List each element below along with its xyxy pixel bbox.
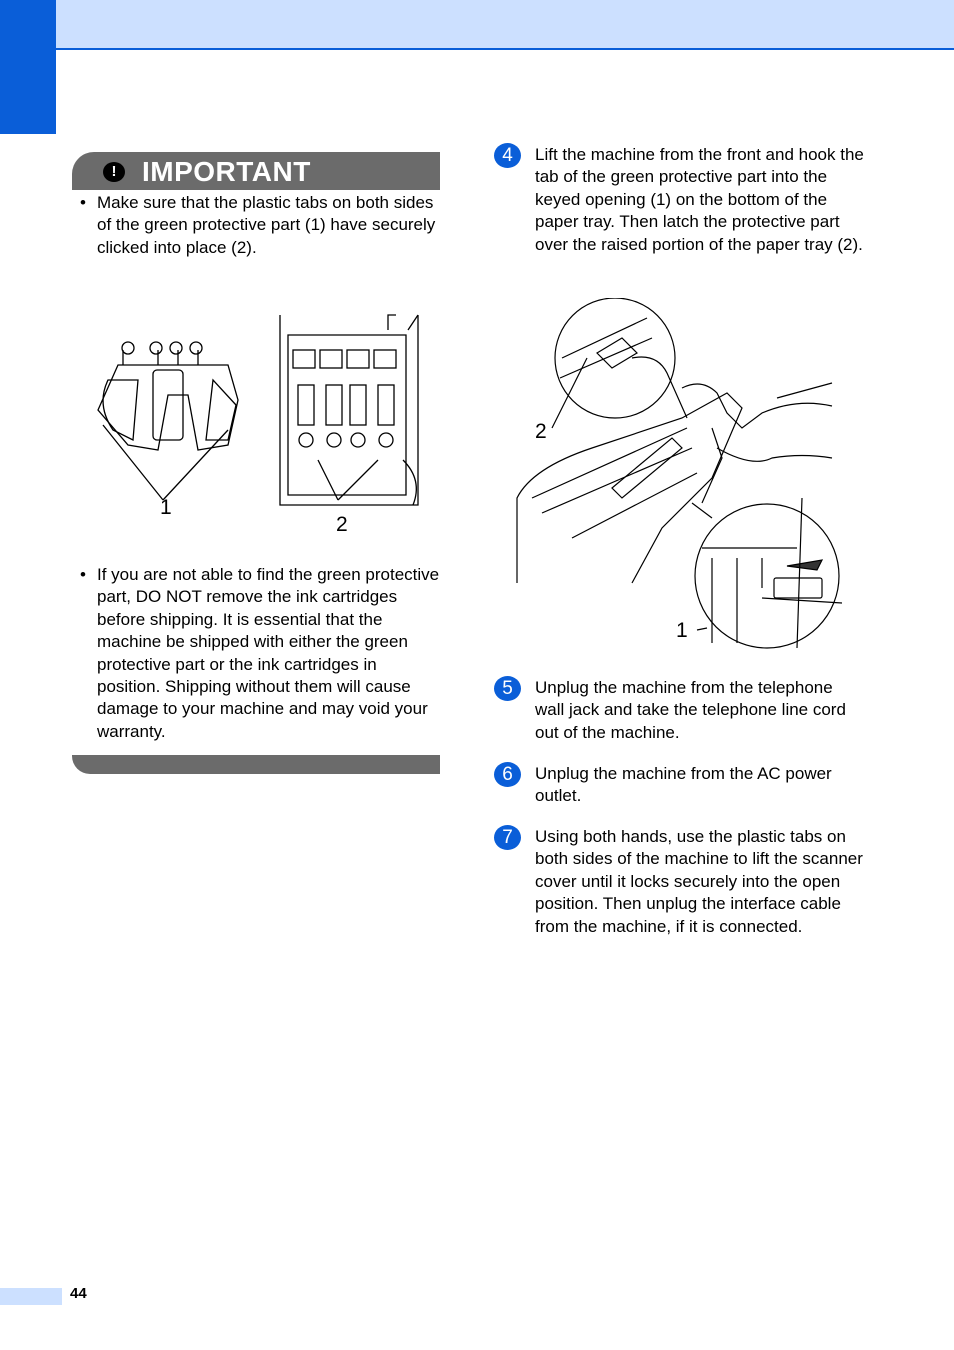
figure2-callout-1: 1 <box>676 619 688 642</box>
important-bullet-2 <box>80 564 442 743</box>
exclamation-icon: ! <box>103 162 125 182</box>
page-number: 44 <box>70 1285 87 1302</box>
header-band <box>56 0 954 50</box>
bullet-dot: • <box>80 565 86 584</box>
important-header <box>72 152 440 190</box>
figure2-callout-2: 2 <box>535 420 547 443</box>
step-text: Lift the machine from the front and hook the tab of the green protective part into the keyed opening (1) on the bottom of the paper tray. Then latch the protective part over the raised portion of the paper tray (2). <box>535 145 864 254</box>
page-number-tab <box>0 1288 62 1305</box>
step-7 <box>494 826 864 938</box>
figure1-callout-2: 2 <box>336 513 348 536</box>
bullet-dot: • <box>80 193 86 212</box>
hook-protective-part-figure <box>512 298 842 650</box>
step-number-6: 6 <box>494 762 521 787</box>
step-5 <box>494 677 864 744</box>
step-number-4: 4 <box>494 143 521 168</box>
chapter-tab <box>0 0 56 134</box>
bullet-text: If you are not able to find the green protective part, DO NOT remove the ink cartridges before shipping. It is essential that the machine be shipped with either the green protective part or the ink cartridges in position. Shipping without them will cause damage to your machine and may void your warranty. <box>97 565 440 741</box>
step-text: Using both hands, use the plastic tabs on both sides of the machine to lift the scanner cover until it locks securely into the open position. Then unplug the interface cable from the machine, if it is connected. <box>535 827 863 936</box>
step-number-7: 7 <box>494 825 521 850</box>
important-title: IMPORTANT <box>142 156 311 187</box>
bullet-text: Make sure that the plastic tabs on both sides of the green protective part (1) have securely clicked into place (2). <box>97 193 436 257</box>
step-6 <box>494 763 864 808</box>
step-4 <box>494 144 864 256</box>
step-number-5: 5 <box>494 676 521 701</box>
important-footer <box>72 755 440 774</box>
step-text: Unplug the machine from the telephone wall jack and take the telephone line cord out of the machine. <box>535 678 846 742</box>
figure1-callout-1: 1 <box>160 496 172 519</box>
important-bullet-1 <box>80 192 442 259</box>
step-text: Unplug the machine from the AC power outlet. <box>535 764 832 806</box>
protective-part-figure <box>88 310 428 540</box>
